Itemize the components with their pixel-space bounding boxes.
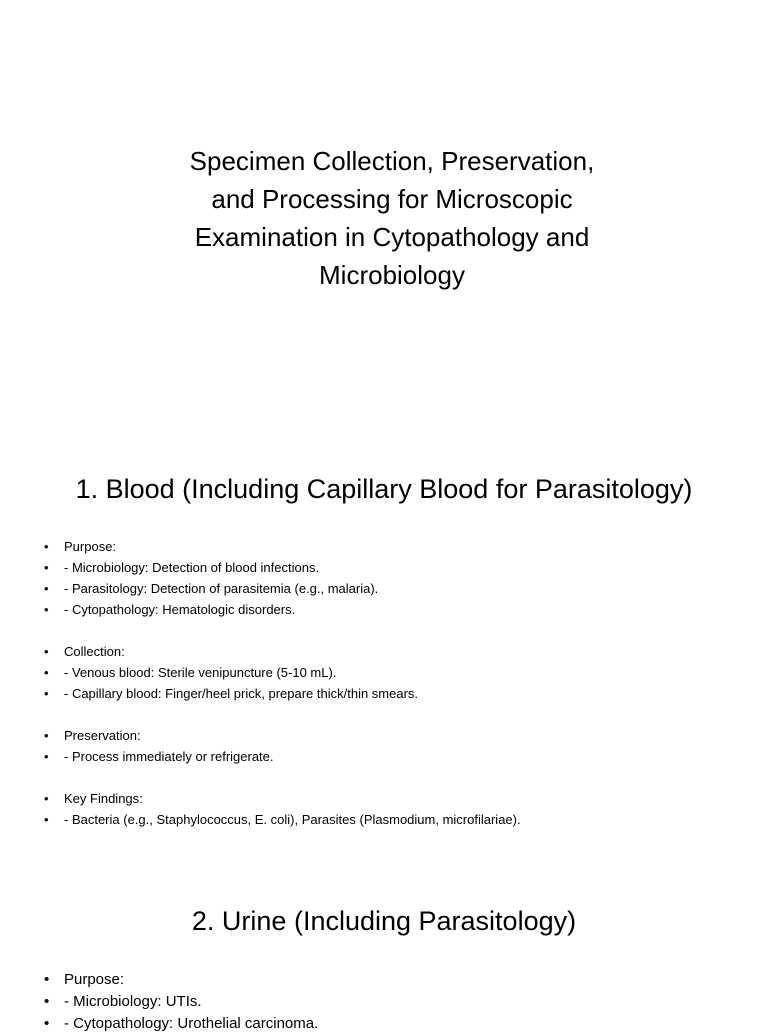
bullet-text: Preservation: [64, 728, 141, 743]
bullet-icon: • [44, 812, 49, 827]
bullet-item [0, 746, 521, 767]
bullet-text: Key Findings: [64, 791, 143, 806]
bullet-spacer [0, 704, 521, 725]
title-slide [150, 142, 634, 294]
bullet-icon: • [44, 686, 49, 701]
bullet-item [0, 557, 521, 578]
title-line: Specimen Collection, Preservation, [189, 146, 595, 176]
bullet-text: - Capillary blood: Finger/heel prick, prepare thick/thin smears. [64, 686, 419, 701]
bullet-spacer [0, 767, 521, 788]
bullet-text: - Bacteria (e.g., Staphylococcus, E. coli), Parasites (Plasmodium, microfilariae). [64, 812, 521, 827]
bullet-item [0, 641, 521, 662]
bullet-icon: • [44, 560, 49, 575]
bullet-item [0, 725, 521, 746]
bullet-text: - Microbiology: UTIs. [64, 993, 202, 1010]
bullet-item [0, 599, 521, 620]
bullet-icon: • [44, 728, 49, 743]
bullet-icon: • [44, 602, 49, 617]
bullet-icon: • [44, 665, 49, 680]
bullet-icon: • [44, 539, 49, 554]
title-line: Examination in Cytopathology and [194, 222, 590, 252]
bullet-icon: • [44, 581, 49, 596]
bullet-text: - Cytopathology: Urothelial carcinoma. [64, 1015, 319, 1032]
bullet-item [0, 1013, 318, 1035]
bullet-icon: • [44, 971, 50, 988]
section-2-bullets [0, 969, 318, 1035]
bullet-icon: • [44, 749, 49, 764]
bullet-item [0, 578, 521, 599]
bullet-item [0, 683, 521, 704]
bullet-spacer [0, 620, 521, 641]
bullet-text: Purpose: [64, 971, 125, 988]
bullet-text: - Microbiology: Detection of blood infections. [64, 560, 320, 575]
bullet-icon: • [44, 1015, 50, 1032]
bullet-text: - Process immediately or refrigerate. [64, 749, 274, 764]
bullet-text: - Venous blood: Sterile venipuncture (5-10 mL). [64, 665, 337, 680]
bullet-item [0, 536, 521, 557]
bullet-item [0, 662, 521, 683]
section-2-heading: 2. Urine (Including Parasitology) [191, 906, 577, 936]
bullet-icon: • [44, 644, 49, 659]
bullet-text: - Cytopathology: Hematologic disorders. [64, 602, 296, 617]
bullet-icon: • [44, 993, 50, 1010]
title-line: and Processing for Microscopic [211, 184, 573, 214]
section-1-heading: 1. Blood (Including Capillary Blood for Parasitology) [75, 474, 693, 504]
bullet-item [0, 788, 521, 809]
bullet-text: - Parasitology: Detection of parasitemia (e.g., malaria). [64, 581, 379, 596]
bullet-icon: • [44, 791, 49, 806]
bullet-item [0, 809, 521, 830]
bullet-item [0, 991, 318, 1013]
bullet-item [0, 969, 318, 991]
section-1-bullets [0, 536, 521, 830]
title-line: Microbiology [319, 260, 465, 290]
bullet-text: Collection: [64, 644, 125, 659]
bullet-text: Purpose: [64, 539, 117, 554]
